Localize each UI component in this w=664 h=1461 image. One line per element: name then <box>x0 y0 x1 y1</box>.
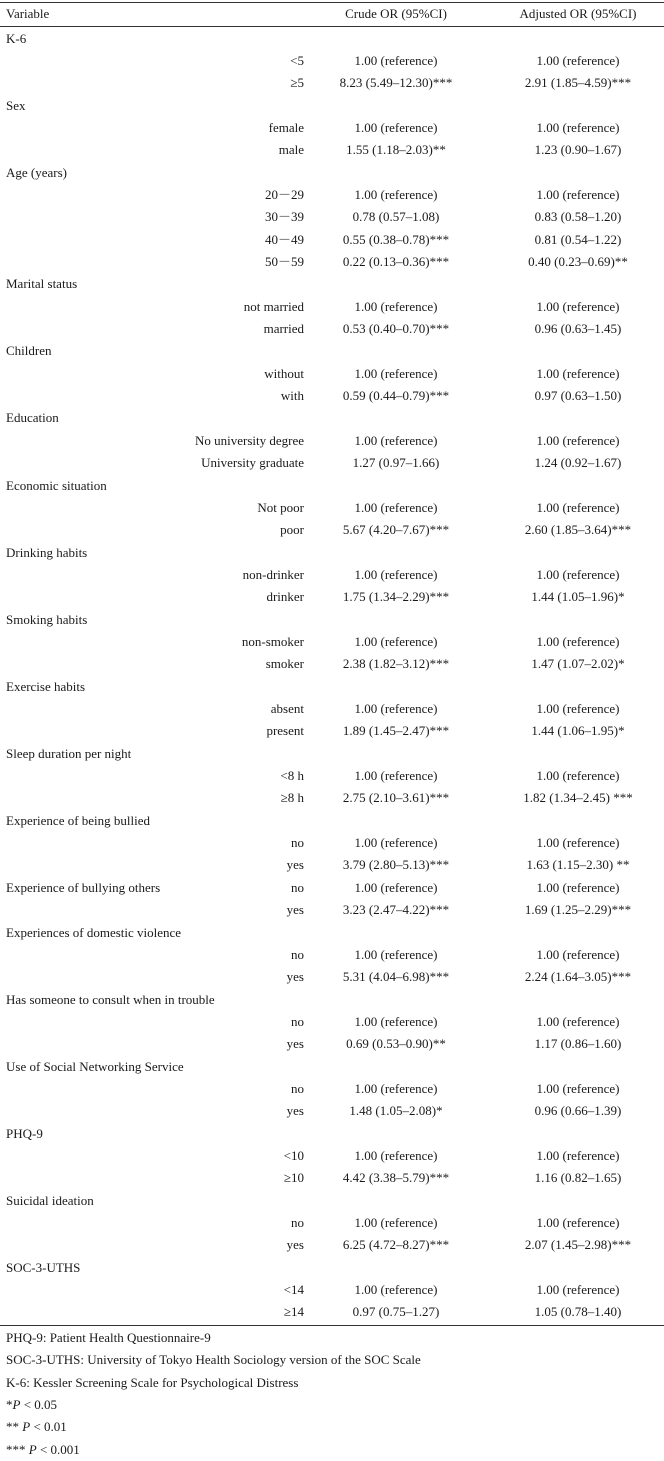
variable-group-row <box>0 475 664 497</box>
crude-or-cell: 0.78 (0.57–1.08) <box>352 209 440 225</box>
variable-label: Exercise habits <box>6 678 86 694</box>
variable-label: Sleep duration per night <box>6 745 132 761</box>
adjusted-or-cell: 0.96 (0.66–1.39) <box>534 1103 622 1119</box>
table-row <box>0 720 664 742</box>
crude-or-cell: 1.89 (1.45–2.47)*** <box>342 723 450 739</box>
crude-or-cell: 1.00 (reference) <box>354 879 438 895</box>
table-row <box>0 631 664 653</box>
variable-group-row <box>0 28 664 50</box>
category-level: ≥14 <box>283 1304 304 1320</box>
adjusted-or-cell: 1.63 (1.15–2.30) ** <box>526 857 630 873</box>
table-row <box>0 787 664 809</box>
footnote-suffix: < 0.001 <box>36 1441 80 1457</box>
category-level: absent <box>270 701 304 716</box>
adjusted-or-cell: 1.00 (reference) <box>536 432 620 448</box>
variable-group-row <box>0 810 664 832</box>
crude-or-cell: 1.75 (1.34–2.29)*** <box>342 589 450 605</box>
crude-or-cell: 1.00 (reference) <box>354 298 438 314</box>
crude-or-cell: 1.00 (reference) <box>354 566 438 582</box>
crude-or-cell: 8.23 (5.49–12.30)*** <box>339 75 453 91</box>
footnote-suffix: < 0.05 <box>20 1396 58 1412</box>
variable-label: Smoking habits <box>6 611 88 627</box>
adjusted-or-cell: 1.00 (reference) <box>536 499 620 515</box>
table-row <box>0 1301 664 1323</box>
footnote-prefix: ** <box>6 1419 23 1435</box>
adjusted-or-cell: 2.91 (1.85–4.59)*** <box>524 75 632 91</box>
adjusted-or-cell: 1.00 (reference) <box>536 633 620 649</box>
table-row <box>0 1279 664 1301</box>
adjusted-or-cell: 1.00 (reference) <box>536 1215 620 1231</box>
table-row <box>0 72 664 94</box>
variable-group-row <box>0 162 664 184</box>
variable-label: Children <box>6 343 52 359</box>
category-level: <5 <box>290 52 304 68</box>
table-header-row <box>0 3 664 25</box>
variable-label: Experiences of domestic violence <box>6 924 182 940</box>
footnote-suffix: < 0.01 <box>30 1419 67 1435</box>
table-row <box>0 832 664 854</box>
variable-label: Has someone to consult when in trouble <box>6 991 215 1007</box>
crude-or-cell: 3.79 (2.80–5.13)*** <box>342 857 450 873</box>
crude-or-cell: 1.00 (reference) <box>354 1282 438 1298</box>
table-row <box>0 1100 664 1122</box>
category-level: no <box>291 1080 304 1096</box>
crude-or-cell: 1.55 (1.18–2.03)** <box>346 142 446 158</box>
footnote-prefix: *** <box>6 1441 29 1457</box>
crude-or-cell: 1.00 (reference) <box>354 432 438 448</box>
variable-group-row <box>0 1257 664 1279</box>
crude-or-cell: 0.22 (0.13–0.36)*** <box>342 254 450 269</box>
category-level: yes <box>286 1237 304 1253</box>
variable-group-row <box>0 407 664 429</box>
variable-label: Experience of being bullied <box>6 812 151 828</box>
adjusted-or-cell: 1.17 (0.86–1.60) <box>534 1036 622 1052</box>
crude-or-cell: 1.00 (reference) <box>354 701 438 716</box>
footnote-prefix: SOC-3-UTHS: University of Tokyo Health Sociology version of the SOC Scale <box>6 1352 421 1368</box>
variable-group-row <box>0 1190 664 1212</box>
adjusted-or-cell: 2.60 (1.85–3.64)*** <box>524 522 632 538</box>
category-level: present <box>266 723 304 739</box>
footnote-line <box>6 1349 421 1371</box>
category-level: <14 <box>283 1282 304 1298</box>
adjusted-or-cell: 0.96 (0.63–1.45) <box>534 321 622 337</box>
adjusted-or-cell: 1.00 (reference) <box>536 298 620 314</box>
table-row <box>0 50 664 72</box>
variable-label: Use of Social Networking Service <box>6 1058 184 1074</box>
crude-or-cell: 1.00 (reference) <box>354 633 438 649</box>
adjusted-or-cell: 1.00 (reference) <box>536 365 620 381</box>
adjusted-or-cell: 1.00 (reference) <box>536 119 620 135</box>
variable-group-row <box>0 340 664 362</box>
footnote-prefix: K-6: Kessler Screening Scale for Psychological Distress <box>6 1374 299 1390</box>
variable-group-row <box>0 989 664 1011</box>
adjusted-or-cell: 1.23 (0.90–1.67) <box>534 142 622 158</box>
variable-label: Suicidal ideation <box>6 1192 94 1208</box>
category-level: ≥5 <box>290 75 304 91</box>
table-row <box>0 698 664 720</box>
category-level: married <box>263 321 304 337</box>
crude-or-cell: 2.38 (1.82–3.12)*** <box>342 656 450 672</box>
category-level: 20－29 <box>264 186 304 202</box>
category-level: 50－59 <box>264 254 304 269</box>
category-level: yes <box>286 902 304 918</box>
table-row <box>0 296 664 318</box>
crude-or-cell: 1.00 (reference) <box>354 1013 438 1029</box>
category-level: no <box>291 1215 304 1231</box>
adjusted-or-cell: 1.00 (reference) <box>536 835 620 851</box>
variable-label: SOC-3-UTHS <box>6 1259 81 1275</box>
variable-group-row <box>0 609 664 631</box>
table-row <box>0 318 664 340</box>
crude-or-cell: 1.00 (reference) <box>354 946 438 962</box>
table-row <box>0 452 664 474</box>
crude-or-cell: 1.00 (reference) <box>354 1148 438 1163</box>
crude-or-cell: 5.31 (4.04–6.98)*** <box>342 969 450 985</box>
crude-or-cell: 1.00 (reference) <box>354 365 438 381</box>
crude-or-cell: 5.67 (4.20–7.67)*** <box>342 522 450 538</box>
variable-group-row <box>0 676 664 698</box>
adjusted-or-cell: 1.00 (reference) <box>536 701 620 716</box>
variable-label: Education <box>6 410 59 426</box>
crude-or-cell: 4.42 (3.38–5.79)*** <box>342 1170 450 1186</box>
table-row <box>0 139 664 161</box>
category-level: yes <box>286 857 304 873</box>
category-level: Not poor <box>257 499 304 515</box>
variable-label: Marital status <box>6 276 78 292</box>
crude-or-cell: 1.00 (reference) <box>354 186 438 202</box>
crude-or-cell: 1.27 (0.97–1.66) <box>352 455 440 471</box>
variable-group-row <box>0 542 664 564</box>
adjusted-or-cell: 1.44 (1.05–1.96)* <box>531 589 625 605</box>
variable-label: Economic situation <box>6 477 107 493</box>
variable-group-row <box>0 273 664 295</box>
crude-or-cell: 1.00 (reference) <box>354 52 438 68</box>
table-row <box>0 966 664 988</box>
category-level: no <box>291 1013 304 1029</box>
category-level: poor <box>280 522 304 538</box>
category-level: female <box>268 119 304 135</box>
adjusted-or-cell: 1.00 (reference) <box>536 186 620 202</box>
adjusted-or-cell: 1.00 (reference) <box>536 946 620 962</box>
category-level: not married <box>243 298 304 314</box>
variable-group-row <box>0 743 664 765</box>
table-row <box>0 1078 664 1100</box>
table-row <box>0 184 664 206</box>
category-level: University graduate <box>201 455 304 471</box>
table-row <box>0 1033 664 1055</box>
footnote-line <box>6 1416 67 1438</box>
crude-or-cell: 1.48 (1.05–2.08)* <box>349 1103 443 1119</box>
table-row <box>0 497 664 519</box>
adjusted-or-cell: 1.47 (1.07–2.02)* <box>531 656 625 672</box>
crude-or-cell: 6.25 (4.72–8.27)*** <box>342 1237 450 1253</box>
category-level: no <box>291 946 304 962</box>
table-row <box>0 877 664 899</box>
footnote-prefix: PHQ-9: Patient Health Questionnaire-9 <box>6 1329 211 1345</box>
adjusted-or-cell: 0.97 (0.63–1.50) <box>534 388 622 404</box>
footnote-p-symbol: P <box>28 1441 37 1457</box>
table-row <box>0 117 664 139</box>
category-level: <10 <box>283 1148 304 1163</box>
footnote-prefix: * <box>6 1396 13 1412</box>
adjusted-or-cell: 1.00 (reference) <box>536 1148 620 1163</box>
crude-or-cell: 2.75 (2.10–3.61)*** <box>342 790 450 806</box>
adjusted-or-cell: 0.81 (0.54–1.22) <box>534 231 622 247</box>
table-row <box>0 586 664 608</box>
crude-or-cell: 3.23 (2.47–4.22)*** <box>342 902 450 918</box>
table-row <box>0 564 664 586</box>
table-row <box>0 1167 664 1189</box>
category-level: yes <box>286 1103 304 1119</box>
footnote-p-symbol: P <box>22 1419 31 1435</box>
variable-label: Age (years) <box>6 164 67 180</box>
variable-label: Sex <box>6 97 26 113</box>
variable-group-row <box>0 922 664 944</box>
variable-label: PHQ-9 <box>6 1125 43 1141</box>
category-level: non-drinker <box>242 566 304 582</box>
category-level: without <box>264 365 304 381</box>
table-row <box>0 1011 664 1033</box>
adjusted-or-cell: 1.00 (reference) <box>536 52 620 68</box>
category-level: smoker <box>265 656 304 672</box>
crude-or-cell: 0.97 (0.75–1.27) <box>352 1304 440 1320</box>
adjusted-or-cell: 1.44 (1.06–1.95)* <box>531 723 625 739</box>
category-level: 30－39 <box>264 209 304 225</box>
category-level: yes <box>286 969 304 985</box>
header-crude-or: Crude OR (95%CI) <box>345 6 447 21</box>
footnote-p-symbol: P <box>12 1396 21 1412</box>
variable-group-row <box>0 1056 664 1078</box>
table-row <box>0 206 664 228</box>
table-row <box>0 251 664 273</box>
adjusted-or-cell: 1.82 (1.34–2.45) *** <box>523 790 633 806</box>
category-level: no <box>291 879 304 895</box>
adjusted-or-cell: 1.00 (reference) <box>536 879 620 895</box>
table-row <box>0 899 664 921</box>
adjusted-or-cell: 1.05 (0.78–1.40) <box>534 1304 622 1320</box>
table-row <box>0 1234 664 1256</box>
variable-label: Drinking habits <box>6 544 88 560</box>
adjusted-or-cell: 0.40 (0.23–0.69)** <box>528 254 628 269</box>
table-row <box>0 1145 664 1167</box>
category-level: with <box>280 388 304 404</box>
crude-or-cell: 1.00 (reference) <box>354 768 438 784</box>
adjusted-or-cell: 1.00 (reference) <box>536 1282 620 1298</box>
footnote-line <box>6 1439 80 1461</box>
adjusted-or-cell: 1.69 (1.25–2.29)*** <box>524 902 632 918</box>
category-level: no <box>291 835 304 851</box>
adjusted-or-cell: 1.24 (0.92–1.67) <box>534 455 622 471</box>
crude-or-cell: 1.00 (reference) <box>354 835 438 851</box>
table-row <box>0 854 664 876</box>
header-variable: Variable <box>6 6 50 21</box>
variable-group-row <box>0 95 664 117</box>
crude-or-cell: 0.53 (0.40–0.70)*** <box>342 321 450 337</box>
crude-or-cell: 1.00 (reference) <box>354 119 438 135</box>
variable-label: K-6 <box>6 30 27 46</box>
table-row <box>0 653 664 675</box>
category-level: yes <box>286 1036 304 1052</box>
adjusted-or-cell: 1.00 (reference) <box>536 768 620 784</box>
adjusted-or-cell: 1.00 (reference) <box>536 566 620 582</box>
crude-or-cell: 0.55 (0.38–0.78)*** <box>342 231 450 247</box>
category-level: 40－49 <box>264 231 304 247</box>
crude-or-cell: 1.00 (reference) <box>354 1080 438 1096</box>
table-row <box>0 363 664 385</box>
category-level: No university degree <box>194 432 304 448</box>
table-row <box>0 229 664 251</box>
adjusted-or-cell: 2.07 (1.45–2.98)*** <box>524 1237 632 1253</box>
table-row <box>0 430 664 452</box>
category-level: non-smoker <box>241 633 304 649</box>
adjusted-or-cell: 1.00 (reference) <box>536 1080 620 1096</box>
variable-group-row <box>0 1123 664 1145</box>
table-bottom-rule <box>0 1325 664 1326</box>
crude-or-cell: 0.69 (0.53–0.90)** <box>346 1036 446 1052</box>
header-adjusted-or: Adjusted OR (95%CI) <box>519 6 637 21</box>
category-level: <8 h <box>280 768 304 784</box>
table-row <box>0 385 664 407</box>
footnote-line <box>6 1372 298 1394</box>
category-level: male <box>278 142 304 158</box>
footnote-line <box>6 1394 57 1416</box>
table-row <box>0 944 664 966</box>
crude-or-cell: 1.00 (reference) <box>354 499 438 515</box>
adjusted-or-cell: 1.00 (reference) <box>536 1013 620 1029</box>
adjusted-or-cell: 1.16 (0.82–1.65) <box>534 1170 622 1186</box>
footnote-line <box>6 1327 211 1349</box>
table-row <box>0 519 664 541</box>
category-level: ≥8 h <box>280 790 304 806</box>
table-row <box>0 765 664 787</box>
adjusted-or-cell: 2.24 (1.64–3.05)*** <box>524 969 632 985</box>
crude-or-cell: 1.00 (reference) <box>354 1215 438 1231</box>
table-row <box>0 1212 664 1234</box>
category-level: drinker <box>266 589 304 605</box>
crude-or-cell: 0.59 (0.44–0.79)*** <box>342 388 450 404</box>
category-level: ≥10 <box>283 1170 304 1186</box>
variable-label: Experience of bullying others <box>6 879 161 895</box>
adjusted-or-cell: 0.83 (0.58–1.20) <box>534 209 622 225</box>
